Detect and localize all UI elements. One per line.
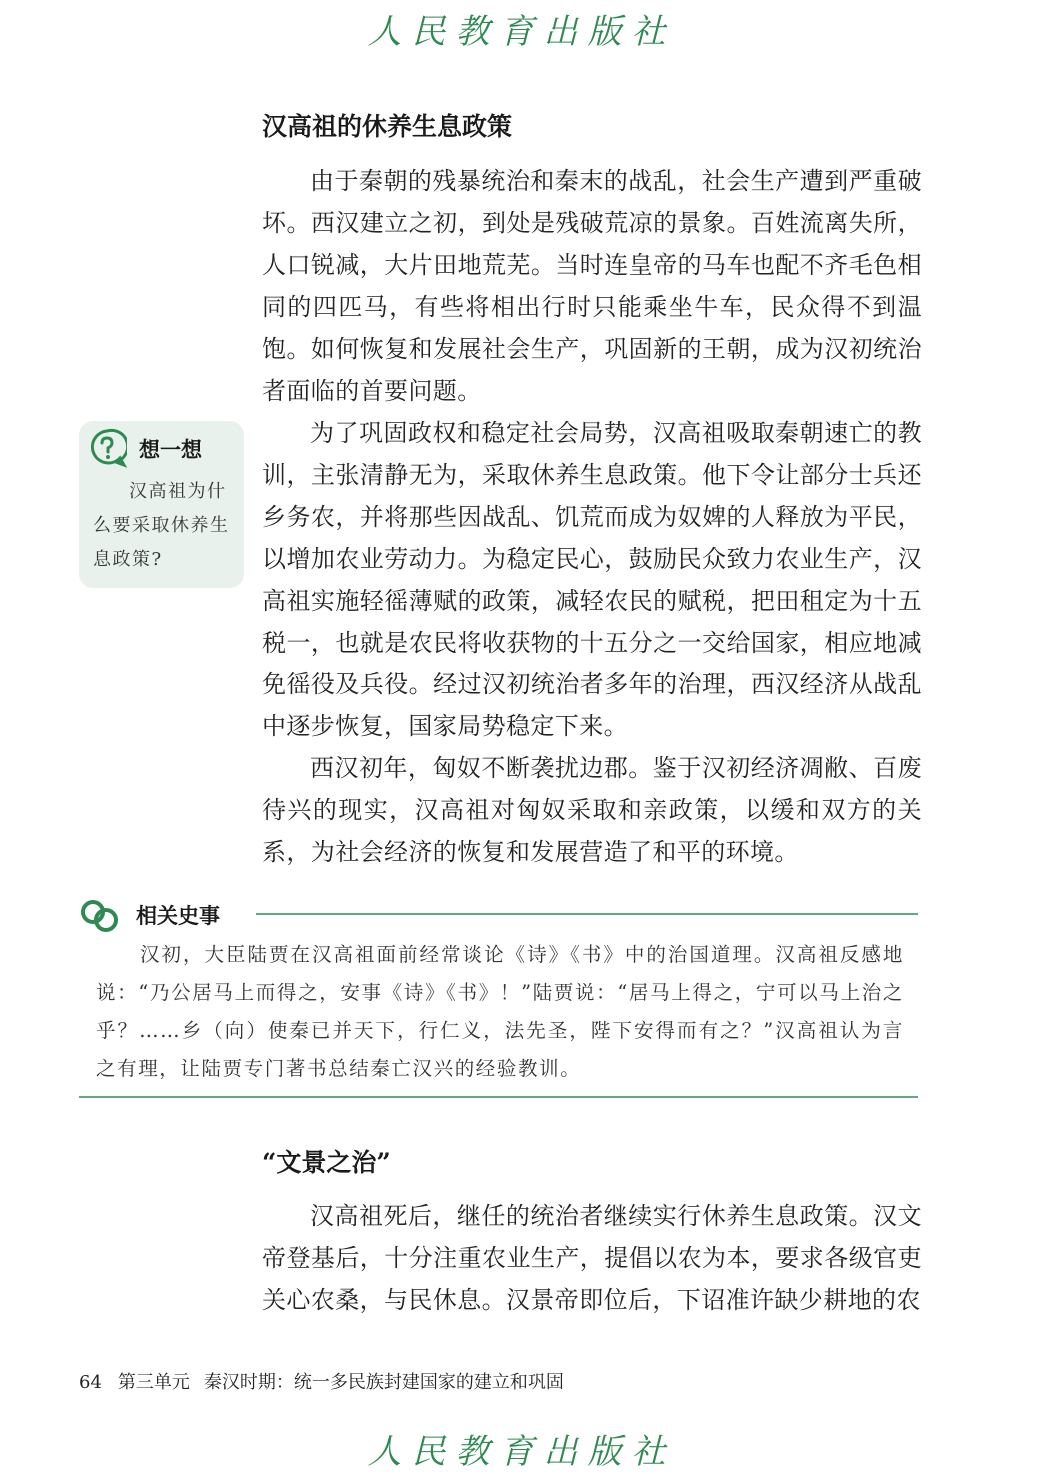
page-number: 64 — [79, 1372, 102, 1393]
unit-title: 秦汉时期：统一多民族封建国家的建立和巩固 — [203, 1372, 564, 1393]
think-question: 汉高祖为什么要采取休养生息政策? — [93, 481, 230, 570]
think-title: 想一想 — [139, 438, 202, 462]
unit-label: 第三单元 — [117, 1372, 190, 1393]
section-heading-wenjing: “文景之治” — [262, 1148, 391, 1177]
body-paragraph-4: 汉高祖死后，继任的统治者继续实行休养生息政策。汉文帝登基后，十分注重农业生产，提倡以农为本，要求各级官吏关心农桑，与民休息。汉景帝即位后，下诏准许缺少耕地的农 — [262, 1202, 922, 1314]
divider-bottom — [79, 1096, 918, 1098]
related-history-title: 相关史事 — [136, 904, 220, 928]
question-bubble-icon — [87, 428, 127, 468]
section-heading-policy: 汉高祖的休养生息政策 — [262, 112, 513, 141]
think-box — [79, 421, 244, 588]
related-history-icon — [79, 895, 121, 937]
body-paragraph-1: 由于秦朝的残暴统治和秦末的战乱，社会生产遭到严重破坏。西汉建立之初，到处是残破荒凉的景象。百姓流离失所，人口锐减，大片田地荒芜。当时连皇帝的马车也配不齐毛色相同的四匹马，有些将相出行时只能乘坐牛车，民众得不到温饱。如何恢复和发展社会生产，巩固新的王朝，成为汉初统治者面临的首要问题。 — [262, 167, 922, 405]
related-history-text: 汉初，大臣陆贾在汉高祖面前经常谈论《诗》《书》中的治国道理。汉高祖反感地说：“乃公居马上而得之，安事《诗》《书》！”陆贾说：“居马上得之，宁可以马上治之乎？……乡（向）使秦已并天下，行仁义，法先圣，陛下安得而有之？”汉高祖认为言之有理，让陆贾专门著书总结秦亡汉兴的经验教训。 — [96, 943, 904, 1080]
divider-top — [256, 913, 918, 915]
body-paragraph-3: 西汉初年，匈奴不断袭扰边郡。鉴于汉初经济凋敝、百废待兴的现实，汉高祖对匈奴采取和亲政策，以缓和双方的关系，为社会经济的恢复和发展营造了和平的环境。 — [262, 754, 922, 866]
body-paragraph-2: 为了巩固政权和稳定社会局势，汉高祖吸取秦朝速亡的教训，主张清静无为，采取休养生息政策。他下令让部分士兵还乡务农，并将那些因战乱、饥荒而成为奴婢的人释放为平民，以增加农业劳动力。为稳定民心，鼓励民众致力农业生产，汉高祖实施轻徭薄赋的政策，减轻农民的赋税，把田租定为十五税一，也就是农民将收获物的十五分之一交给国家，相应地减免徭役及兵役。经过汉初统治者多年的治理，西汉经济从战乱中逐步恢复，国家局势稳定下来。 — [262, 419, 922, 741]
publisher-logo-bottom: 人民教育出版社 — [367, 1432, 676, 1472]
page-footer — [79, 1368, 578, 1394]
publisher-logo-top: 人民教育出版社 — [367, 12, 676, 52]
